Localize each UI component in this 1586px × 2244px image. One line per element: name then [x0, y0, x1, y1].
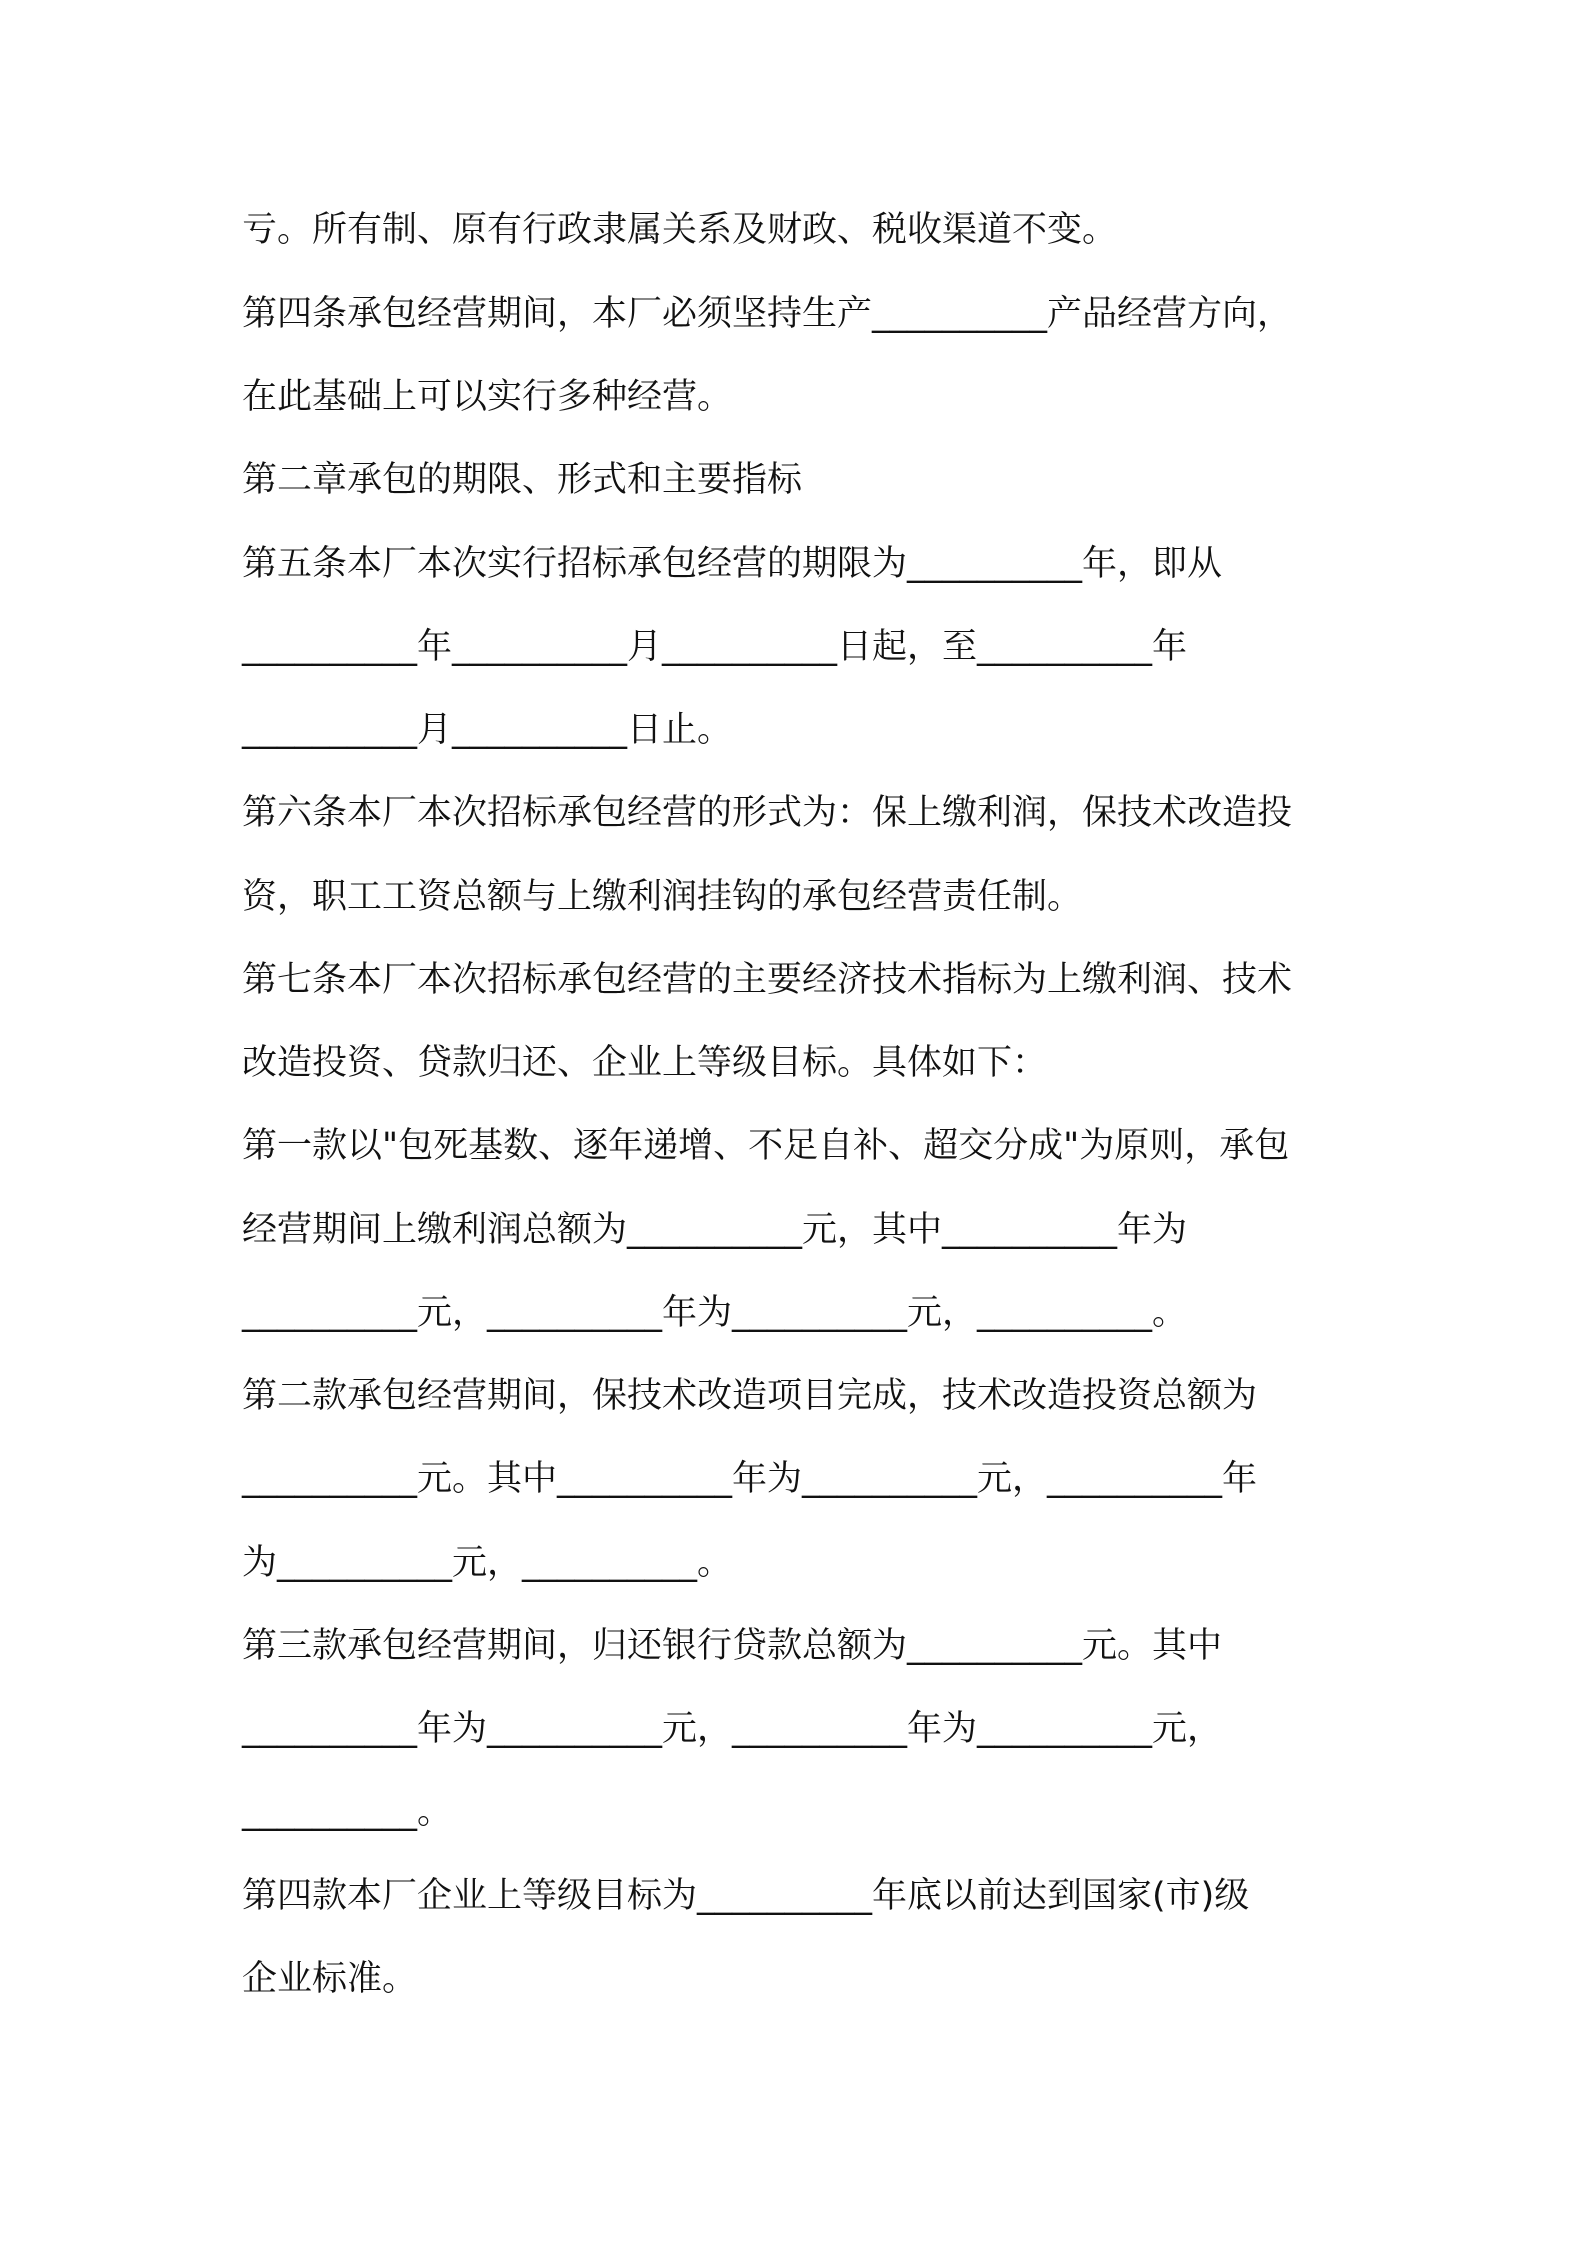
text-line: 为__________元，__________。 [242, 1543, 733, 1583]
text-line: __________元，__________年为__________元，__________。 [242, 1293, 1188, 1333]
text-line: 第五条本厂本次实行招标承包经营的期限为__________年，即从 [242, 544, 1223, 584]
text-line: __________元。其中__________年为__________元，__________年 [242, 1459, 1258, 1499]
text-line: 亏。所有制、原有行政隶属关系及财政、税收渠道不变。 [242, 210, 1118, 250]
text-line: 第七条本厂本次招标承包经营的主要经济技术指标为上缴利润、技术 [242, 960, 1293, 1000]
text-line: 第四条承包经营期间，本厂必须坚持生产__________产品经营方向， [242, 294, 1293, 334]
text-line: 第三款承包经营期间，归还银行贷款总额为__________元。其中 [242, 1626, 1223, 1666]
text-line: 在此基础上可以实行多种经营。 [242, 377, 733, 417]
text-line: 第一款以"包死基数、逐年递增、不足自补、超交分成"为原则，承包 [242, 1126, 1290, 1166]
text-line: __________。 [242, 1792, 453, 1832]
text-line: __________年__________月__________日起，至__________年 [242, 627, 1188, 667]
text-line: 第六条本厂本次招标承包经营的形式为：保上缴利润，保技术改造投 [242, 793, 1293, 833]
chapter-heading: 第二章承包的期限、形式和主要指标 [242, 460, 803, 500]
text-line: __________年为__________元，__________年为__________元， [242, 1709, 1223, 1749]
text-line: 第四款本厂企业上等级目标为__________年底以前达到国家(市)级 [242, 1876, 1250, 1916]
text-line: 第二款承包经营期间，保技术改造项目完成，技术改造投资总额为 [242, 1376, 1258, 1416]
text-line: 改造投资、贷款归还、企业上等级目标。具体如下： [242, 1043, 1048, 1083]
text-line: __________月__________日止。 [242, 710, 733, 750]
text-line: 经营期间上缴利润总额为__________元，其中__________年为 [242, 1210, 1188, 1250]
text-line: 企业标准。 [242, 1959, 418, 1999]
text-line: 资，职工工资总额与上缴利润挂钩的承包经营责任制。 [242, 877, 1083, 917]
